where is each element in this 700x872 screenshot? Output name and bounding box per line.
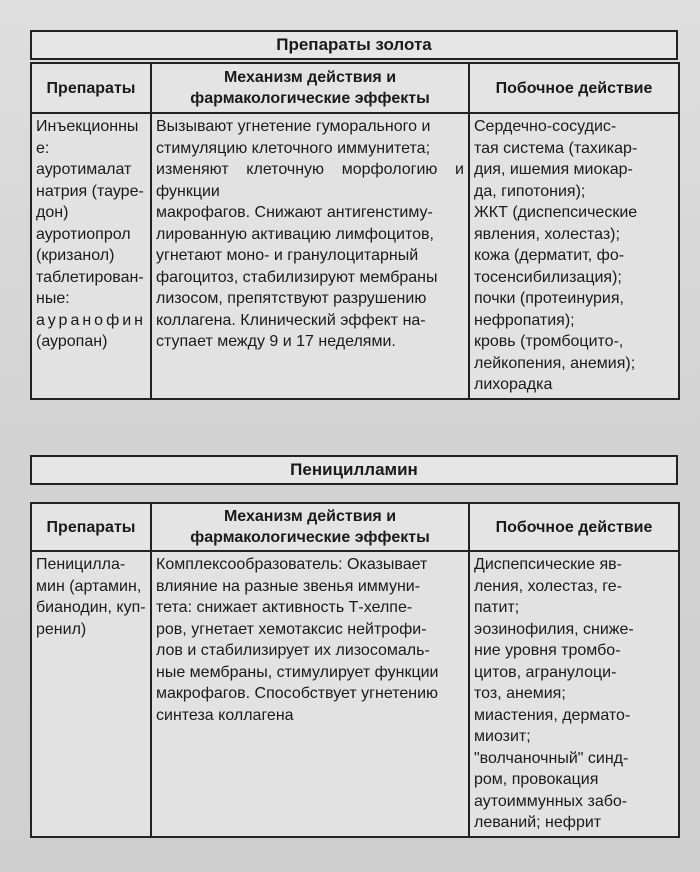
gold-side-line: кровь (тромбоцито-, xyxy=(474,333,624,350)
gold-side-line: Сердечно-сосудис- xyxy=(474,118,617,135)
penicillamine-side-line: Диспепсические яв- xyxy=(474,556,622,573)
gold-mechanism-cell xyxy=(151,113,469,399)
penicillamine-drugs-cell xyxy=(31,551,151,837)
penicillamine-side-line: эозинофилия, сниже- xyxy=(474,620,634,638)
gold-drug-line: натрия (тауре- xyxy=(36,182,144,200)
gold-side-line: лейкопения, анемия); xyxy=(474,354,636,372)
gold-side-line: почки (протеинурия, xyxy=(474,290,624,307)
penicillamine-mechanism-line: тета: снижает активность Т-хелпе- xyxy=(156,599,413,616)
gold-header-drugs: Препараты xyxy=(31,63,151,113)
penicillamine-side-line: леваний; нефрит xyxy=(474,814,602,831)
penicillamine-header-row xyxy=(31,503,679,551)
gold-drug-line: таблетирован- xyxy=(36,268,144,286)
penicillamine-mechanism-line: лов и стабилизирует их лизосомаль- xyxy=(156,642,430,659)
gold-mechanism-line: стимуляцию клеточного иммунитета; xyxy=(156,139,431,157)
gold-side-line: ЖКТ (диспепсические xyxy=(474,204,638,221)
gold-drug-line: Инъекционные: xyxy=(36,118,139,157)
penicillamine-data-row xyxy=(31,551,679,837)
penicillamine-mechanism-cell xyxy=(151,551,469,837)
penicillamine-side-line: ние уровня тромбо- xyxy=(474,642,621,659)
gold-section-title: Препараты золота xyxy=(30,30,678,60)
gold-drug-line: ауранофин xyxy=(36,311,147,329)
penicillamine-side-line: "волчаночный" синд- xyxy=(474,749,629,767)
gold-mechanism-line: ступает между 9 и 17 неделями. xyxy=(156,333,396,350)
gold-mechanism-line: угнетают моно- и гранулоцитарный xyxy=(156,247,419,264)
gold-side-line: дия, ишемия миокар- xyxy=(474,161,633,178)
gold-drug-line: ауротималат xyxy=(36,161,132,178)
penicillamine-side-line: ления, холестаз, ге- xyxy=(474,577,622,595)
penicillamine-side-line: миастения, дермато- xyxy=(474,706,631,724)
gold-mechanism-line: коллагена. Клинический эффект на- xyxy=(156,311,426,329)
gold-side-line: явления, холестаз); xyxy=(474,225,620,243)
gold-header-side: Побочное действие xyxy=(469,63,679,113)
penicillamine-header-mechanism: Механизм действия и фармакологические эффекты xyxy=(151,503,469,551)
penicillamine-mechanism-line: ров, угнетает хемотаксис нейтрофи- xyxy=(156,620,427,638)
penicillamine-mechanism-line: Комплексообразователь: Оказывает xyxy=(156,556,428,573)
gold-drugs-cell xyxy=(31,113,151,399)
penicillamine-header-side: Побочное действие xyxy=(469,503,679,551)
gold-side-line: лихорадка xyxy=(474,376,553,393)
gold-side-line: кожа (дерматит, фо- xyxy=(474,247,625,264)
gold-mechanism-line: лизосом, препятствуют разрушению xyxy=(156,290,427,307)
penicillamine-side-line: миозит; xyxy=(474,728,531,745)
gold-side-cell xyxy=(469,113,679,399)
penicillamine-header-drugs: Препараты xyxy=(31,503,151,551)
penicillamine-table xyxy=(30,502,680,838)
gold-mechanism-line: изменяют клеточную морфологию и функции xyxy=(156,161,464,200)
penicillamine-mechanism-line: макрофагов. Способствует угнетению xyxy=(156,685,439,702)
penicillamine-mechanism-line: влияние на разные звенья иммуни- xyxy=(156,577,421,595)
penicillamine-side-line: патит; xyxy=(474,599,520,616)
gold-drug-line: дон) xyxy=(36,204,69,221)
penicillamine-side-line: тоз, анемия; xyxy=(474,685,566,702)
gold-data-row xyxy=(31,113,679,399)
gold-drug-line: ные: xyxy=(36,290,70,307)
gold-mechanism-line: фагоцитоз, стабилизируют мембраны xyxy=(156,268,438,286)
penicillamine-side-line: аутоиммунных забо- xyxy=(474,792,628,810)
gold-drug-line: (кризанол) xyxy=(36,247,115,264)
penicillamine-mechanism-line: синтеза коллагена xyxy=(156,706,294,724)
penicillamine-mechanism-line: ные мембраны, стимулирует функции xyxy=(156,663,439,681)
gold-header-row xyxy=(31,63,679,113)
gold-drug-line: ауротиопрол xyxy=(36,225,131,243)
gold-side-line: да, гипотония); xyxy=(474,182,586,200)
penicillamine-drug-line: ренил) xyxy=(36,620,87,638)
penicillamine-section-title: Пеницилламин xyxy=(30,455,678,485)
penicillamine-drug-line: мин (артамин, xyxy=(36,577,142,595)
gold-header-mechanism: Механизм действия и фармакологические эффекты xyxy=(151,63,469,113)
gold-mechanism-line: лированную активацию лимфоцитов, xyxy=(156,225,434,243)
penicillamine-side-line: ром, провокация xyxy=(474,771,599,788)
gold-mechanism-line: Вызывают угнетение гуморального и xyxy=(156,118,431,135)
penicillamine-side-line: цитов, агранулоци- xyxy=(474,663,617,681)
penicillamine-drug-line: бианодин, куп- xyxy=(36,599,146,616)
gold-side-line: тая система (тахикар- xyxy=(474,139,638,157)
penicillamine-drug-line: Пеницилла- xyxy=(36,556,126,573)
gold-side-line: нефропатия); xyxy=(474,311,575,329)
penicillamine-side-cell xyxy=(469,551,679,837)
gold-side-line: тосенсибилизация); xyxy=(474,268,622,286)
gold-mechanism-line: макрофагов. Снижают антигенстиму- xyxy=(156,204,433,221)
gold-table xyxy=(30,62,680,400)
gold-drug-line: (ауропан) xyxy=(36,333,108,350)
